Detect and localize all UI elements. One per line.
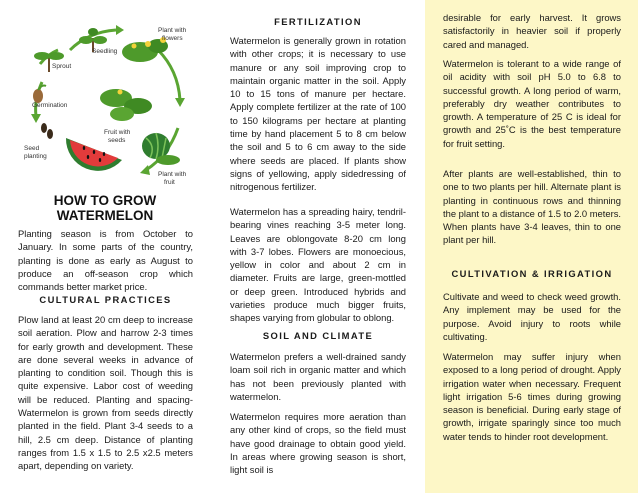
- label-plant-fruit-2: fruit: [164, 179, 175, 186]
- label-seed: Seed: [24, 145, 40, 152]
- fertilization-heading: FERTILIZATION: [274, 16, 362, 27]
- label-germination: Germination: [32, 102, 68, 109]
- label-plant-flowers: Plant with: [158, 27, 187, 34]
- soil-acidity-paragraph: Watermelon is tolerant to a wide range of oil acidity with soil pH 5.0 to 6.8 to successful growth. A long period of warm, preferably dry weather contributes to growth. A temperature of 25 C is ideal for growth and 25˚C is the best temperature for fruit setting.: [443, 58, 621, 149]
- soil-climate-heading: SOIL AND CLIMATE: [262, 330, 374, 341]
- thinning-paragraph: After plants are well-established, thin to one to two plants per hill. Alternate plant is planting in continuous rows and thinning the plant to a distance of 1.5 to 2.0 meters. When plants have 3-4 leaves, thin to one plant per hill.: [443, 168, 621, 246]
- label-plant-fruit: Plant with: [158, 171, 187, 178]
- planting-season-paragraph: Planting season is from October to January. In some parts of the country, planting is done as early as August to produce an off-season crop which commands better market price.: [18, 228, 193, 293]
- fruiting-plant-drawing: [100, 89, 180, 165]
- seeds-drawing: [41, 123, 53, 139]
- label-seedling: Seedling: [92, 48, 118, 55]
- germination-drawing: [33, 86, 46, 104]
- soil-continued-paragraph: desirable for early harvest. It grows satisfactorily in heavier soil if properly cared and managed.: [443, 12, 621, 50]
- fertilization-paragraph: Watermelon is generally grown in rotation with other crops; it is necessary to use manure or any soil improving crop to maintain organic matter in the soil. Apply 10 to 15 tons of manure per hectare. Apply complete fertilizer at the rate of 100 to 150 kilograms per hectare at planting time by hand placement 5 to 8 cm below the soil and 5 to 6 cm away to the side where seeds are placed. If plants show signs of yellowing, apply sidedressing of nitrogenous fertilizer.: [230, 35, 406, 193]
- soil-paragraph-2: Watermelon requires more aeration than any other kind of crops, so the field must have good drainage to obtain good yield. In areas where growing season is short, light soil is: [230, 411, 406, 476]
- cultural-practices-paragraph: Plow land at least 20 cm deep to increase soil aeration. Plow and harrow 2-3 times for early growth and development. These are done several weeks in advance of planting to condition soil. Though this is quite expensive. Labor cost of weeding will be reduced. Planting and spacing- Watermelon is grown from seeds directly planted in the field. Plant 3-4 seeds to a hill, 2.5 cm deep. Distance of planting ranges from 1.5 x 1.5 to 2.5 x2.5 meters apart, depending on variety.: [18, 314, 193, 472]
- cultural-practices-heading: CULTURAL PRACTICES: [39, 294, 172, 305]
- arrowhead: [31, 114, 41, 123]
- label-seed-2: planting: [24, 153, 47, 160]
- label-plant-flowers-2: flowers: [162, 35, 183, 42]
- soil-paragraph-1: Watermelon prefers a well-drained sandy loam soil rich in organic matter and which has not been previously planted with watermelon.: [230, 351, 406, 402]
- cycle-arrow: [158, 50, 180, 100]
- arrowhead: [140, 165, 150, 175]
- irrigation-paragraph: Watermelon may suffer injury when exposed to a long period of drought. Apply irrigation water when necessary. Frequent light irrigation 5-6 times during growing season is beneficial. During early stage of growth, irrigate sparingly since too much water tends to hinder root development.: [443, 351, 621, 442]
- watermelon-lifecycle-illustration: [18, 10, 198, 190]
- cultivation-paragraph: Cultivate and weed to check weed growth. Any implement may be used for the purpose. Avoid injury to roots while cultivating.: [443, 291, 621, 342]
- plant-description-paragraph: Watermelon has a spreading hairy, tendril-bearing vines reaching 3-5 meter long. Leaves are oblongovate 8-20 cm long with 3-7 lobes. Flowers are monoecious, yellow in color and about 2 cm in diameter. Fruits are large, green-mottled or deep green. Introduced hybrids and varieties produce much bigger fruits, shapes varying from globular to oblong.: [230, 206, 406, 324]
- arrowhead: [116, 25, 124, 35]
- title-line-2: WATERMELON: [56, 208, 154, 223]
- label-fruit-seeds: Fruit with: [104, 129, 131, 136]
- label-sprout: Sprout: [52, 63, 72, 70]
- label-fruit-seeds-2: seeds: [108, 137, 126, 144]
- cultivation-irrigation-heading: CULTIVATION & IRRIGATION: [451, 268, 613, 279]
- title-line-1: HOW TO GROW: [53, 193, 157, 208]
- arrowhead: [175, 98, 185, 107]
- page-title: [10, 193, 200, 223]
